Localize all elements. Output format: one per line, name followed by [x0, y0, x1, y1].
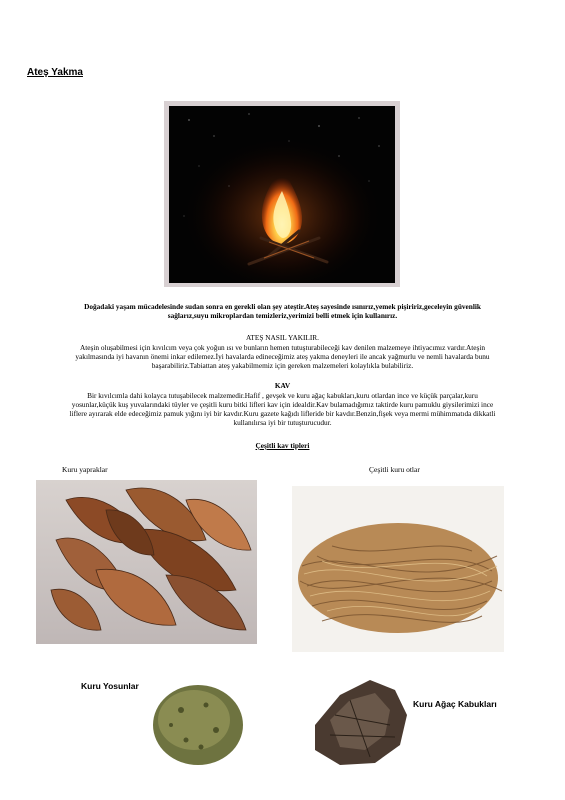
kav-line-4: kullanılırsa iyi bir tutuşturucudur. [233, 418, 332, 427]
dry-leaves-photo [36, 480, 257, 644]
caption-grass: Çeşitli kuru otlar [369, 465, 420, 474]
page-title: Ateş Yakma [27, 67, 83, 78]
bark-label: Kuru Ağaç Kabukları [413, 699, 497, 709]
campfire-image [169, 106, 395, 283]
intro-line-2: sağlarız,suyu mikroplardan temizleriz,yerimizi belli etmek için kullanırız. [167, 311, 398, 320]
caption-leaves: Kuru yapraklar [62, 465, 108, 474]
intro-line-1: Doğadaki yaşam mücadelesinde sudan sonra en gerekli olan şey ateştir.Ateş sayesinde ısınırız,yemek pişiririz,geceleyin güvenlik [84, 302, 481, 311]
moss-label: Kuru Yosunlar [81, 681, 139, 691]
kav-line-1: Bir kıvılcımla dahi kolayca tutuşabilecek malzemedir.Hafif , gevşek ve kuru ağaç kabukları,kuru otlardan ince ve küçük parçalar,kuru [87, 391, 478, 400]
kav-line-2: yosunlar,küçük kuş yuvalarındaki tüyler ve çeşitli kuru bitki lifleri kav için idealdir.Kav bulamadığımız taktirde kuru pamuklu giysilerimizi ince [71, 400, 494, 409]
how-line-2: yakılmasında iyi havanın önemi inkar edilemez.İyi havalarda edineceğimiz ateş yakma deneyleri ile ancak yağmurlu ve nemli havalarda bunu [75, 352, 490, 361]
campfire-image-frame [164, 101, 400, 287]
dry-grass-photo [292, 486, 504, 652]
dry-moss-photo [36, 665, 262, 785]
kav-line-3: liflere ayırarak elde edeceğimiz pamuk yığını iyi bir kavdır.Kuru gazete kağıdı lifleride bir kavdır.Benzin,fişek veya mermi mühimmatıda dikkatli [69, 409, 496, 418]
how-title: ATEŞ NASIL YAKILIR. [245, 333, 320, 342]
how-line-1: Ateşin oluşabilmesi için kıvılcım veya çok yoğun ısı ve bunların hemen tutuşturabileceği kav denilen malzemeye ihtiyacımız vardır.Ateşin [79, 343, 486, 352]
kav-title: KAV [274, 381, 291, 390]
how-line-3: başarabiliriz.Tabiattan ateş yakabilmemiz için gereken malzemeleri kolaylıkla bulabiliriz. [151, 361, 414, 370]
types-title: Çeşitli kav tipleri [255, 441, 310, 450]
dry-bark-photo [295, 665, 525, 775]
